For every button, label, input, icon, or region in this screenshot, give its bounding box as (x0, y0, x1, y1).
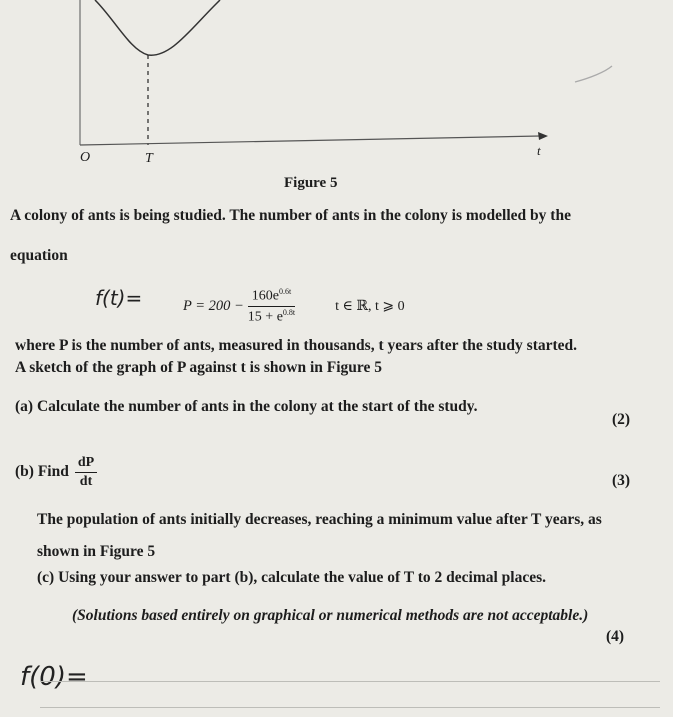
equation-fraction (248, 287, 295, 325)
intro-line-1: A colony of ants is being studied. The number of ants in the colony is modelled by the (10, 207, 571, 224)
part-c-question: (c) Using your answer to part (b), calculate the value of T to 2 decimal places. (37, 569, 547, 586)
handwriting-top: f(t)= (95, 286, 143, 310)
figure-caption: Figure 5 (284, 175, 338, 191)
part-b-question (15, 451, 97, 493)
answer-line-2 (40, 707, 660, 708)
t-axis (80, 136, 540, 145)
pencil-mark (575, 66, 612, 82)
handwriting-bottom: f(0)= (20, 662, 88, 692)
equation-domain: t ∈ ℝ, t ⩾ 0 (335, 298, 405, 314)
figure-5-graph (0, 0, 673, 200)
part-b-prefix: (b) Find (15, 463, 69, 480)
part-c-intro-line-1: The population of ants initially decreases, reaching a minimum value after T years, as (37, 511, 602, 528)
part-a-question: (a) Calculate the number of ants in the colony at the start of the study. (15, 398, 478, 415)
curve-p-against-t (95, 0, 220, 55)
part-a-marks: (2) (612, 411, 631, 428)
answer-line-1 (40, 681, 660, 682)
intro-line-2: equation (10, 247, 68, 264)
origin-label: O (80, 150, 91, 165)
t-axis-label: t (537, 143, 541, 158)
part-b-marks: (3) (612, 472, 631, 489)
description-line-2: A sketch of the graph of P against t is shown in Figure 5 (15, 359, 383, 376)
t-axis-arrow (538, 132, 548, 140)
part-c-note: (Solutions based entirely on graphical or numerical methods are not acceptable.) (72, 607, 589, 624)
part-c-intro-line-2: shown in Figure 5 (37, 543, 156, 560)
equation-denominator: $15 + e^{0.8t}$ (247, 307, 296, 325)
description-line-1: where P is the number of ants, measured in thousands, t years after the study started. (15, 337, 578, 354)
part-c-marks: (4) (606, 628, 625, 645)
equation (183, 281, 405, 331)
equation-numerator: $160e^{0.6t}$ (248, 287, 295, 307)
derivative-fraction: $\frac{dP}{dt}$ (75, 455, 97, 490)
equation-lhs: P = 200 − (183, 297, 244, 314)
t-min-label: T (145, 151, 153, 166)
